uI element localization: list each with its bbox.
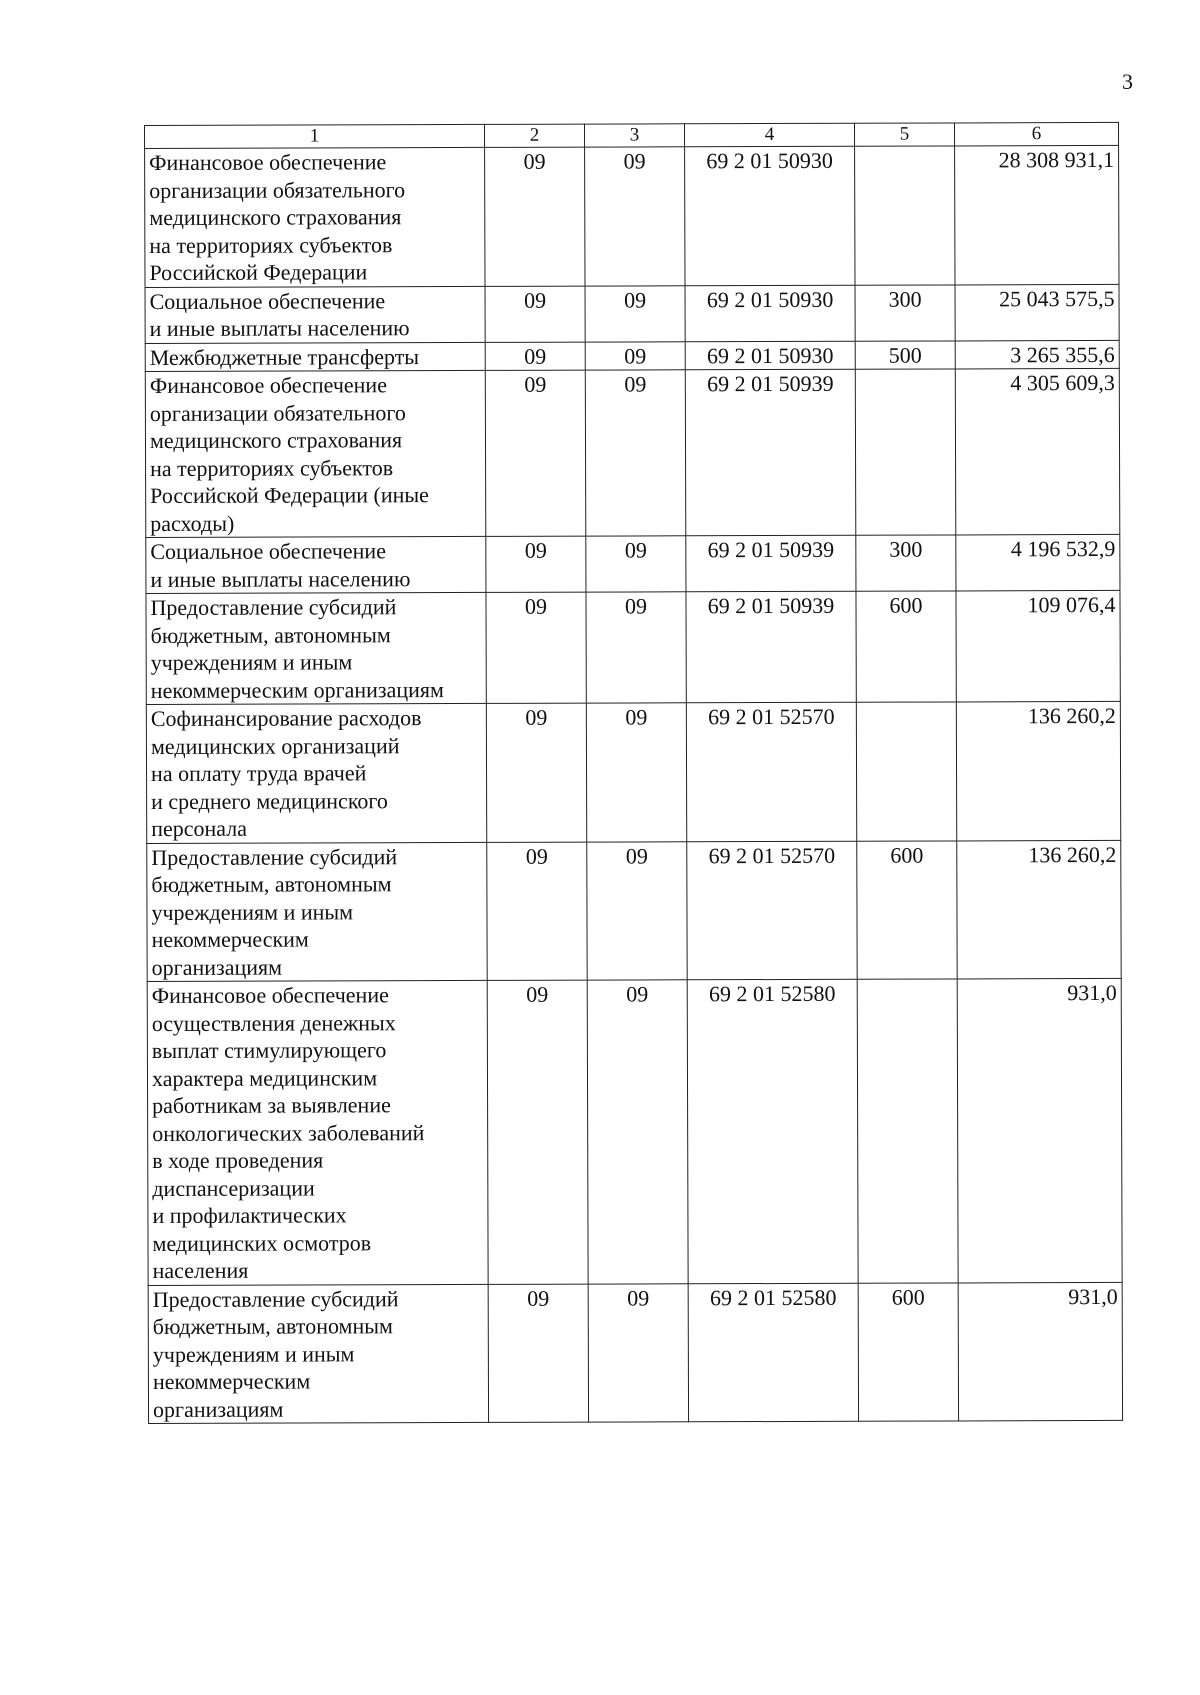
table-row: [145, 145, 1119, 287]
page-number: 3: [1122, 69, 1133, 94]
expense-name-cell: [145, 286, 485, 343]
column-header: 4: [684, 123, 854, 147]
target-article-cell: 69 2 01 50939: [685, 369, 856, 536]
expense-name-line: организации обязательного: [149, 399, 406, 426]
expense-name-line: Финансовое обеспечение: [151, 982, 389, 1008]
expense-type-cell: 600: [857, 840, 957, 979]
amount-cell: 25 043 575,5: [955, 284, 1119, 341]
expense-name-line: выплат стимулирующего: [151, 1037, 387, 1063]
table-row: [148, 1282, 1122, 1424]
section-code-cell: 09: [487, 842, 587, 981]
amount-cell: 28 308 931,1: [955, 145, 1119, 284]
table-row: [146, 590, 1120, 704]
expense-type-cell: [855, 146, 955, 285]
expense-name-line: медицинского страхования: [149, 427, 403, 453]
expense-name-line: осуществления денежных: [151, 1009, 396, 1036]
expense-name-line: медицинского страхования: [149, 204, 402, 230]
section-code-cell: 09: [486, 703, 586, 842]
amount-cell: 931,0: [957, 978, 1122, 1282]
expense-name-line: медицинских организаций: [150, 732, 400, 759]
amount-cell: 136 260,2: [956, 701, 1120, 840]
expense-name-cell: [146, 703, 486, 843]
expense-name-line: и профилактических: [152, 1202, 347, 1228]
expense-name-cell: [145, 370, 486, 537]
expense-name-line: Межбюджетные трансферты: [149, 343, 420, 370]
target-article-cell: 69 2 01 52570: [686, 702, 856, 841]
expense-name-line: организациям: [151, 954, 283, 980]
section-code-cell: 09: [485, 342, 585, 371]
expense-name-cell: [145, 342, 485, 372]
expense-name-line: Социальное обеспечение: [149, 287, 386, 314]
expense-name-line: Финансовое обеспечение: [149, 149, 387, 175]
expense-name-line: и среднего медицинского: [151, 787, 388, 814]
expense-name-cell: [146, 536, 486, 593]
expense-name-line: Предоставление субсидий: [152, 1285, 399, 1312]
expense-name-line: бюджетным, автономным: [151, 871, 392, 897]
expense-name-line: на оплату труда врачей: [150, 760, 367, 786]
expense-name-line: учреждениям и иным: [150, 649, 353, 675]
table-row: [147, 840, 1121, 982]
expense-name-line: Софинансирование расходов: [150, 705, 422, 731]
expense-name-line: организации обязательного: [149, 176, 406, 203]
expense-name-line: организациям: [152, 1396, 284, 1422]
amount-cell: 4 305 609,3: [955, 368, 1120, 535]
subsection-code-cell: 09: [587, 841, 687, 980]
target-article-cell: 69 2 01 50939: [686, 535, 856, 592]
expense-name-line: учреждениям и иным: [152, 1340, 355, 1367]
subsection-code-cell: 09: [586, 703, 686, 842]
expense-name-line: на территориях субъектов: [150, 454, 394, 481]
section-code-cell: 09: [488, 1284, 588, 1423]
expense-type-cell: [856, 702, 956, 841]
expense-name-cell: [145, 147, 485, 287]
expense-name-line: Предоставление субсидий: [151, 843, 398, 870]
table-row: [145, 284, 1119, 343]
section-code-cell: 09: [486, 536, 586, 592]
expense-name-line: некоммерческим: [151, 926, 309, 952]
expense-name-line: в ходе проведения: [152, 1147, 324, 1173]
target-article-cell: 69 2 01 50930: [685, 285, 855, 342]
target-article-cell: 69 2 01 50930: [685, 146, 855, 285]
target-article-cell: 69 2 01 52580: [688, 1283, 858, 1422]
column-header: 1: [145, 124, 485, 148]
expense-type-cell: [855, 369, 956, 535]
expense-name-line: Российской Федерации (иные: [150, 482, 429, 508]
amount-cell: 4 196 532,9: [956, 534, 1120, 591]
expense-name-line: бюджетным, автономным: [150, 621, 391, 648]
expense-name-cell: [148, 1284, 488, 1424]
expense-type-cell: [857, 979, 958, 1283]
expense-name-line: и иные выплаты населению: [150, 565, 411, 592]
table-row: [146, 534, 1120, 593]
section-code-cell: 09: [487, 980, 588, 1284]
target-article-cell: 69 2 01 52580: [687, 979, 858, 1283]
amount-cell: 3 265 355,6: [955, 340, 1119, 369]
expense-name-line: Российской Федерации: [149, 259, 368, 285]
expense-name-line: Предоставление субсидий: [150, 594, 397, 620]
section-code-cell: 09: [486, 592, 586, 703]
expense-name-line: диспансеризации: [152, 1174, 315, 1201]
target-article-cell: 69 2 01 50930: [685, 341, 855, 370]
expense-name-line: Социальное обеспечение: [150, 538, 386, 564]
table-body: [145, 145, 1123, 1423]
subsection-code-cell: 09: [585, 370, 686, 536]
subsection-code-cell: 09: [588, 1283, 688, 1422]
subsection-code-cell: 09: [585, 285, 685, 341]
expense-name-line: расходы): [150, 510, 235, 536]
target-article-cell: 69 2 01 50939: [686, 591, 856, 703]
subsection-code-cell: 09: [586, 536, 686, 592]
expense-name-cell: [147, 842, 487, 982]
expense-type-cell: 600: [856, 591, 956, 702]
expense-name-line: работникам за выявление: [152, 1092, 391, 1118]
table-row: [145, 340, 1119, 372]
column-header: 3: [584, 124, 684, 147]
amount-cell: 109 076,4: [956, 590, 1120, 702]
expense-name-line: учреждениям и иным: [151, 898, 354, 925]
budget-table: [144, 122, 1123, 1424]
expense-type-cell: 500: [855, 340, 955, 369]
table-header-row: [145, 122, 1119, 148]
section-code-cell: 09: [485, 147, 585, 286]
expense-type-cell: 600: [858, 1282, 958, 1421]
table-row: [145, 368, 1120, 537]
expense-name-line: медицинских осмотров: [152, 1229, 372, 1256]
expense-name-cell: [146, 592, 486, 704]
expense-name-line: онкологических заболеваний: [152, 1119, 425, 1146]
subsection-code-cell: 09: [587, 980, 688, 1284]
subsection-code-cell: 09: [585, 147, 685, 286]
expense-name-line: персонала: [151, 815, 248, 841]
table-row: [147, 978, 1122, 1285]
amount-cell: 136 260,2: [957, 840, 1121, 979]
target-article-cell: 69 2 01 52570: [687, 841, 857, 980]
expense-name-line: некоммерческим: [152, 1368, 311, 1394]
section-code-cell: 09: [485, 286, 585, 342]
amount-cell: 931,0: [958, 1282, 1122, 1421]
subsection-code-cell: 09: [586, 592, 686, 703]
table-row: [146, 701, 1120, 843]
subsection-code-cell: 09: [585, 341, 685, 370]
expense-type-cell: 300: [855, 284, 955, 340]
column-header: 2: [484, 124, 584, 147]
expense-name-line: на территориях субъектов: [149, 231, 393, 258]
expense-name-cell: [147, 980, 488, 1285]
column-header: 5: [854, 123, 954, 146]
column-header: 6: [954, 122, 1118, 146]
expense-name-line: характера медицинским: [151, 1064, 378, 1091]
expense-name-line: Финансовое обеспечение: [149, 372, 387, 398]
expense-name-line: некоммерческим организациям: [150, 676, 444, 703]
expense-name-line: и иные выплаты населению: [149, 315, 410, 341]
expense-name-line: бюджетным, автономным: [152, 1313, 393, 1339]
expense-name-line: населения: [152, 1257, 249, 1283]
expense-type-cell: 300: [856, 535, 956, 591]
section-code-cell: 09: [485, 370, 586, 536]
